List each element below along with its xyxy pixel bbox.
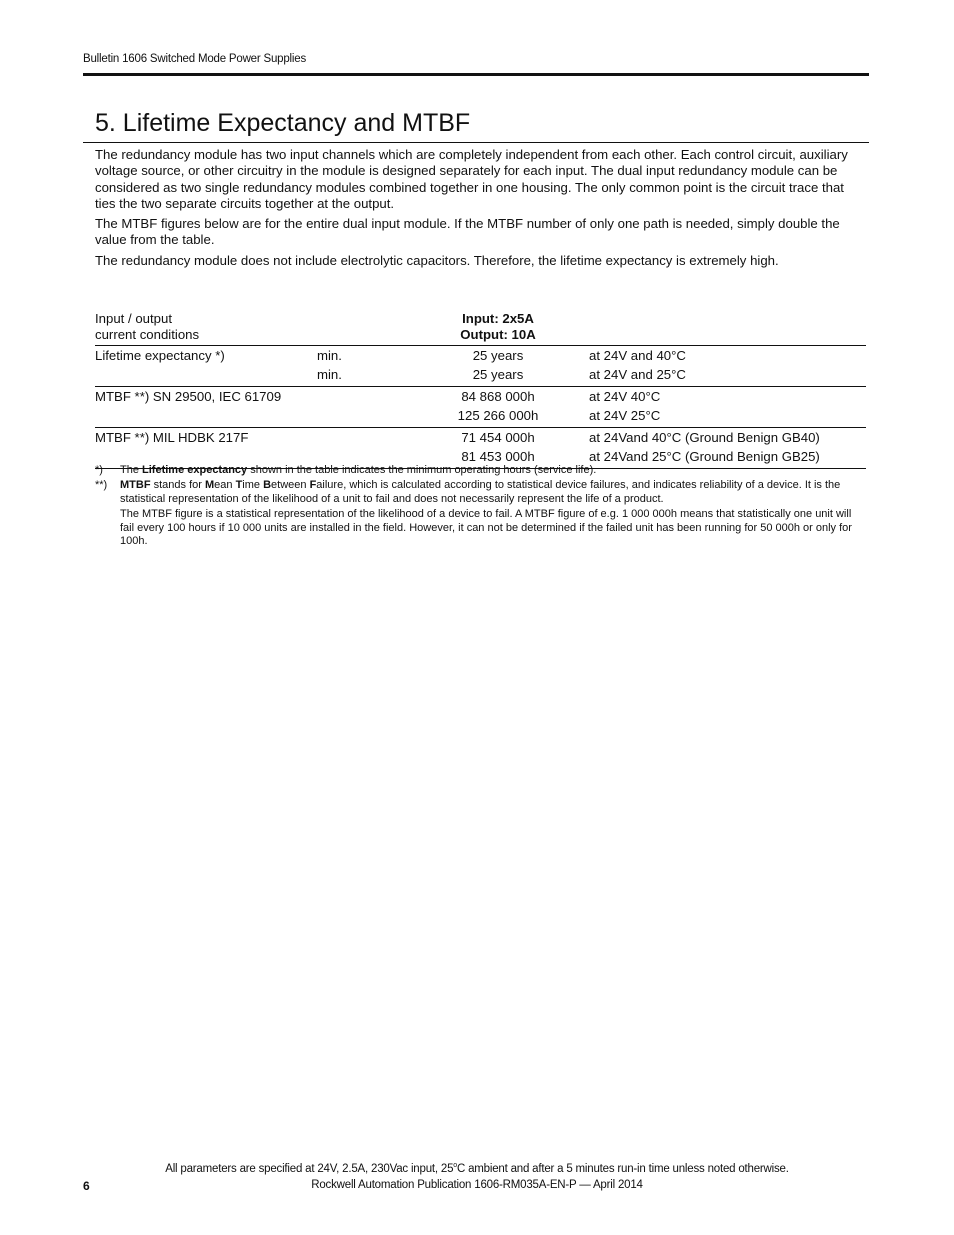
footer-note-part: C ambient and after a 5 minutes run-in time unless noted otherwise. xyxy=(456,1162,789,1175)
footnote-text-part: The xyxy=(120,464,143,476)
table-row xyxy=(95,367,866,387)
value-cell: 25 years xyxy=(472,367,524,382)
footer-note xyxy=(0,1162,954,1175)
footnote-initial: B xyxy=(263,479,272,492)
header-blank xyxy=(317,311,407,346)
param-cell: Lifetime expectancy *) xyxy=(95,346,317,368)
footnote-initial: T xyxy=(235,479,243,492)
title-rule xyxy=(83,142,869,143)
table-row xyxy=(95,428,866,450)
value-cell: 125 266 000h xyxy=(457,408,539,423)
footnote-text-part: stands for xyxy=(150,479,205,492)
header-output-rating: Output: 10A xyxy=(460,327,536,343)
table-row xyxy=(95,387,866,409)
footnote-initial: M xyxy=(204,479,215,492)
qual-cell: min. xyxy=(317,346,407,368)
footnote-mark-blank xyxy=(95,508,120,548)
section-title: 5. Lifetime Expectancy and MTBF xyxy=(95,109,471,137)
qual-cell xyxy=(317,428,407,450)
intro-text xyxy=(95,147,865,273)
value-cell: 25 years xyxy=(407,346,589,368)
footnote-term: MTBF xyxy=(120,479,151,492)
qual-cell: min. xyxy=(317,367,342,382)
param-cell xyxy=(95,408,317,428)
header-blank xyxy=(589,311,866,346)
footnote-mtbf-explanation xyxy=(95,508,855,548)
header-conditions-line1: Input / output xyxy=(95,311,172,326)
condition-cell: at 24V and 25°C xyxy=(589,367,686,382)
footnote-lifetime xyxy=(95,464,855,477)
degree-mark: o xyxy=(453,1162,457,1169)
value-cell: 71 454 000h xyxy=(407,428,589,450)
condition-cell: at 24V 40°C xyxy=(589,387,866,409)
condition-cell: at 24V and 40°C xyxy=(589,346,866,368)
intro-paragraph: The MTBF figures below are for the entire dual input module. If the MTBF number of only one path is needed, simply double the value from the table. xyxy=(95,216,840,248)
lifetime-mtbf-table xyxy=(95,311,866,469)
header-rating xyxy=(407,311,589,346)
running-header: Bulletin 1606 Switched Mode Power Supplies xyxy=(83,53,307,65)
condition-cell: at 24V 25°C xyxy=(589,408,661,423)
param-cell: MTBF **) MIL HDBK 217F xyxy=(95,428,317,450)
qual-cell xyxy=(317,408,407,428)
qual-cell xyxy=(317,387,407,409)
param-cell: MTBF **) SN 29500, IEC 61709 xyxy=(95,387,317,409)
table-row xyxy=(95,408,866,428)
publication-info: Rockwell Automation Publication 1606-RM035A-EN-P — April 2014 xyxy=(311,1179,643,1191)
intro-paragraph: The redundancy module does not include electrolytic capacitors. Therefore, the lifetime expectancy is extremely high. xyxy=(95,252,779,268)
value-cell: 81 453 000h xyxy=(407,449,589,469)
header-conditions xyxy=(95,311,317,346)
footnotes xyxy=(95,464,855,550)
footer-note-part: All parameters are specified at 24V, 2.5A, 230Vac input, 25 xyxy=(165,1162,454,1175)
footnote-mtbf xyxy=(95,479,855,506)
header-conditions-line2: current conditions xyxy=(95,327,200,343)
header-input-rating: Input: 2x5A xyxy=(462,311,534,326)
footnote-mark: **) xyxy=(95,479,108,492)
footnote-text-part: ean xyxy=(214,479,236,492)
footnote-text-part: ime xyxy=(242,479,264,492)
footnote-term: Lifetime expectancy xyxy=(142,464,248,476)
footnote-text: The MTBF figure is a statistical representation of the likelihood of a device to fail. A MTBF figure of e.g. 1 000 000h means that statistically one unit will fail every 100 hours if 10 000 units are installed in the field. However, it can not be determined if the failed unit has been running for 50 000h or only for 100h. xyxy=(120,508,852,548)
footnote-text-part: ailure, which is calculated according to statistical device failures, and indicates reliability of a device. It is the statistical representation of the likelihood of a unit to fail and does not necessarily represent the life of a product. xyxy=(120,479,841,505)
condition-cell: at 24Vand 25°C (Ground Benign GB25) xyxy=(589,449,866,469)
table-header-row xyxy=(95,311,866,346)
page-number: 6 xyxy=(83,1179,90,1193)
header-rule xyxy=(83,73,869,76)
footnote-text-part: etween xyxy=(271,479,310,492)
footnote-text xyxy=(120,479,855,506)
table-row xyxy=(95,346,866,368)
param-cell xyxy=(95,367,317,387)
footnote-initial: F xyxy=(309,479,317,492)
footnote-text xyxy=(120,464,855,477)
condition-cell: at 24Vand 40°C (Ground Benign GB40) xyxy=(589,428,866,450)
value-cell: 84 868 000h xyxy=(407,387,589,409)
footnote-text-part: shown in the table indicates the minimum operating hours (service life). xyxy=(247,464,597,476)
intro-paragraph: The redundancy module has two input channels which are completely independent from each other. Each control circuit, auxiliary voltage source, or other circuitry in the module is designed separately for each input. The dual input redundancy module can be considered as two single redundancy modules combined together in one housing. The only common point is the circuit trace that ties the two separate circuits together at the output. xyxy=(95,147,848,211)
footnote-mark: *) xyxy=(95,464,103,476)
